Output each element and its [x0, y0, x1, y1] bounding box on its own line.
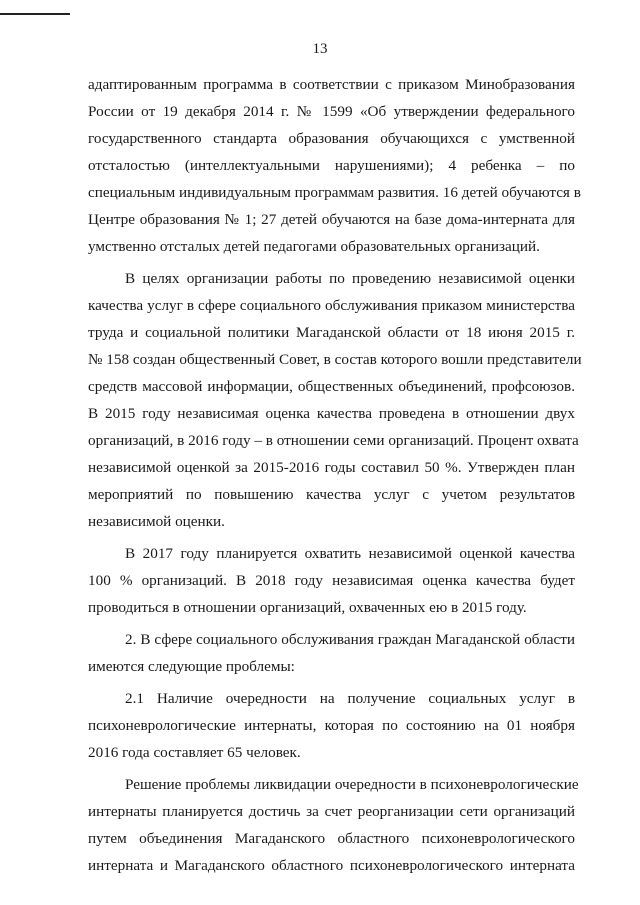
text-line: психоневрологические интернаты, которая по состоянию на 01 ноября — [88, 717, 575, 734]
paragraph — [88, 265, 582, 535]
text-line: отсталостью (интеллектуальными нарушениями); 4 ребенка – по — [88, 157, 575, 174]
text-line: независимой оценки. — [88, 513, 225, 530]
text-line: адаптированным программа в соответствии с приказом Минобразования — [88, 76, 575, 93]
text-line: имеются следующие проблемы: — [88, 658, 295, 675]
text-line: Решение проблемы ликвидации очередности в психоневрологические — [125, 776, 579, 793]
text-line: В 2015 году независимая оценка качества проведена в отношении двух — [88, 405, 575, 422]
paragraph — [88, 771, 579, 879]
text-line: путем объединения Магаданского областного психоневрологического — [88, 830, 575, 847]
text-line: умственно отсталых детей педагогами образовательных организаций. — [88, 238, 540, 255]
text-line: России от 19 декабря 2014 г. № 1599 «Об утверждении федерального — [88, 103, 575, 120]
text-line: В 2017 году планируется охватить независимой оценкой качества — [125, 545, 575, 562]
text-line: организаций, в 2016 году – в отношении семи организаций. Процент охвата — [88, 432, 579, 449]
text-line: государственного стандарта образования обучающихся с умственной — [88, 130, 575, 147]
text-line: независимой оценкой за 2015-2016 годы составил 50 %. Утвержден план — [88, 459, 575, 476]
text-line: мероприятий по повышению качества услуг с учетом результатов — [88, 486, 575, 503]
text-line: 2. В сфере социального обслуживания граждан Магаданской области — [125, 631, 575, 648]
text-line: интерната и Магаданского областного психоневрологического интерната — [88, 857, 575, 874]
page-number: 13 — [312, 41, 328, 57]
text-line: № 158 создан общественный Совет, в состав которого вошли представители — [88, 351, 582, 368]
top-rule — [0, 13, 70, 15]
text-line: 100 % организаций. В 2018 году независимая оценка качества будет — [88, 572, 575, 589]
document-body — [88, 71, 582, 879]
text-line: проводиться в отношении организаций, охваченных ею в 2015 году. — [88, 599, 527, 616]
paragraph — [88, 540, 575, 621]
paragraph — [88, 626, 575, 680]
text-line: Центре образования № 1; 27 детей обучаются на базе дома-интерната для — [88, 211, 575, 228]
text-line: средств массовой информации, общественных объединений, профсоюзов. — [88, 378, 575, 395]
paragraph — [88, 71, 581, 260]
text-line: В целях организации работы по проведению независимой оценки — [125, 270, 575, 287]
text-line: специальным индивидуальным программам развития. 16 детей обучаются в — [88, 184, 581, 201]
text-line: интернаты планируется достичь за счет реорганизации сети организаций — [88, 803, 575, 820]
paragraph — [88, 685, 575, 766]
text-line: труда и социальной политики Магаданской области от 18 июня 2015 г. — [88, 324, 575, 341]
text-line: качества услуг в сфере социального обслуживания приказом министерства — [88, 297, 575, 314]
text-line: 2016 года составляет 65 человек. — [88, 744, 301, 761]
text-line: 2.1 Наличие очередности на получение социальных услуг в — [125, 690, 575, 707]
